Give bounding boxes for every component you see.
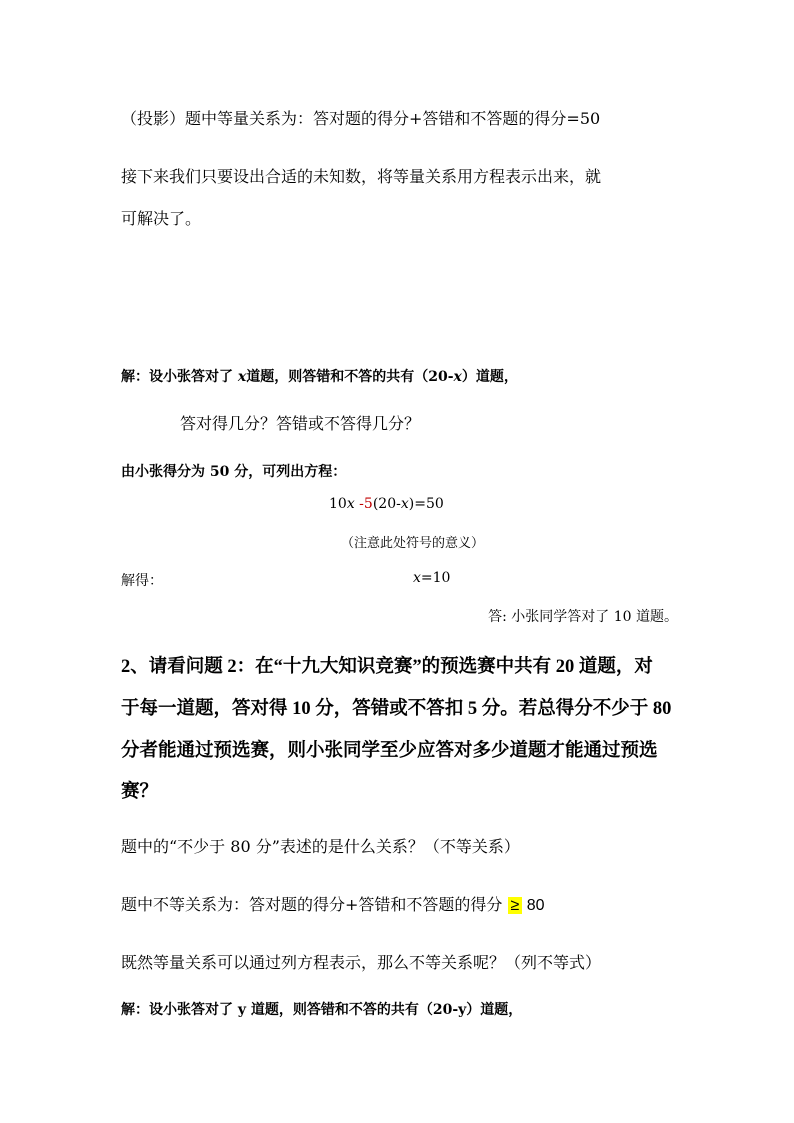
paragraph-line: 可解决了。 [121,209,202,228]
equation [329,496,444,512]
equation-intro: 由小张得分为 50 分，可列出方程： [121,464,347,480]
text-run: ）道题， [461,369,518,385]
question-line: 既然等量关系可以通过列方程表示，那么不等关系呢？（列不等式） [121,953,602,972]
eq-part: 10 [329,496,347,512]
eq-part: =10 [420,570,451,586]
eq-part: )=50 [408,496,444,512]
inequality-relation [121,892,545,915]
answer-line: 答: 小张同学答对了 10 道题。 [488,609,678,625]
variable-x: x [453,369,462,385]
eq-minus-five: -5 [354,496,373,512]
problem-2-line: 分者能通过预选赛，则小张同学至少应答对多少道题才能通过预选 [121,741,658,761]
equation-note: （注意此处符号的意义） [341,536,485,551]
geq-symbol-highlighted: ≥ [508,897,523,914]
eq-part: (20- [372,496,401,512]
solve-label: 解得： [121,573,163,589]
variable-x: x [413,570,421,586]
solution-setup-2: 解：设小张答对了 y 道题，则答错和不答的共有（20-y）道题， [121,1002,523,1018]
relation-line: （投影）题中等量关系为：答对题的得分+答错和不答题的得分=50 [121,109,601,128]
solution-setup [121,366,518,386]
question-line: 题中的“不少于 80 分”表述的是什么关系？（不等关系） [121,837,520,856]
variable-x: x [237,369,247,385]
text-run: 解：设小张答对了 [121,369,238,385]
problem-2-line: 2、请看问题 2：在“十九大知识竞赛”的预选赛中共有 20 道题，对 [121,657,653,677]
problem-2-line: 于每一道题，答对得 10 分，答错或不答扣 5 分。若总得分不少于 80 [121,699,672,719]
variable-x: x [346,496,355,512]
variable-x: x [400,496,409,512]
question-line: 答对得几分？答错或不答得几分？ [180,414,421,433]
text-run: 题中不等关系为：答对题的得分+答错和不答题的得分 [121,895,508,914]
problem-2-line: 赛？ [121,782,159,802]
text-run: 80 [522,897,545,914]
paragraph-line: 接下来我们只要设出合适的未知数，将等量关系用方程表示出来，就 [121,167,602,186]
solution-value [413,570,450,586]
text-run: 道题，则答错和不答的共有（20- [246,369,454,385]
